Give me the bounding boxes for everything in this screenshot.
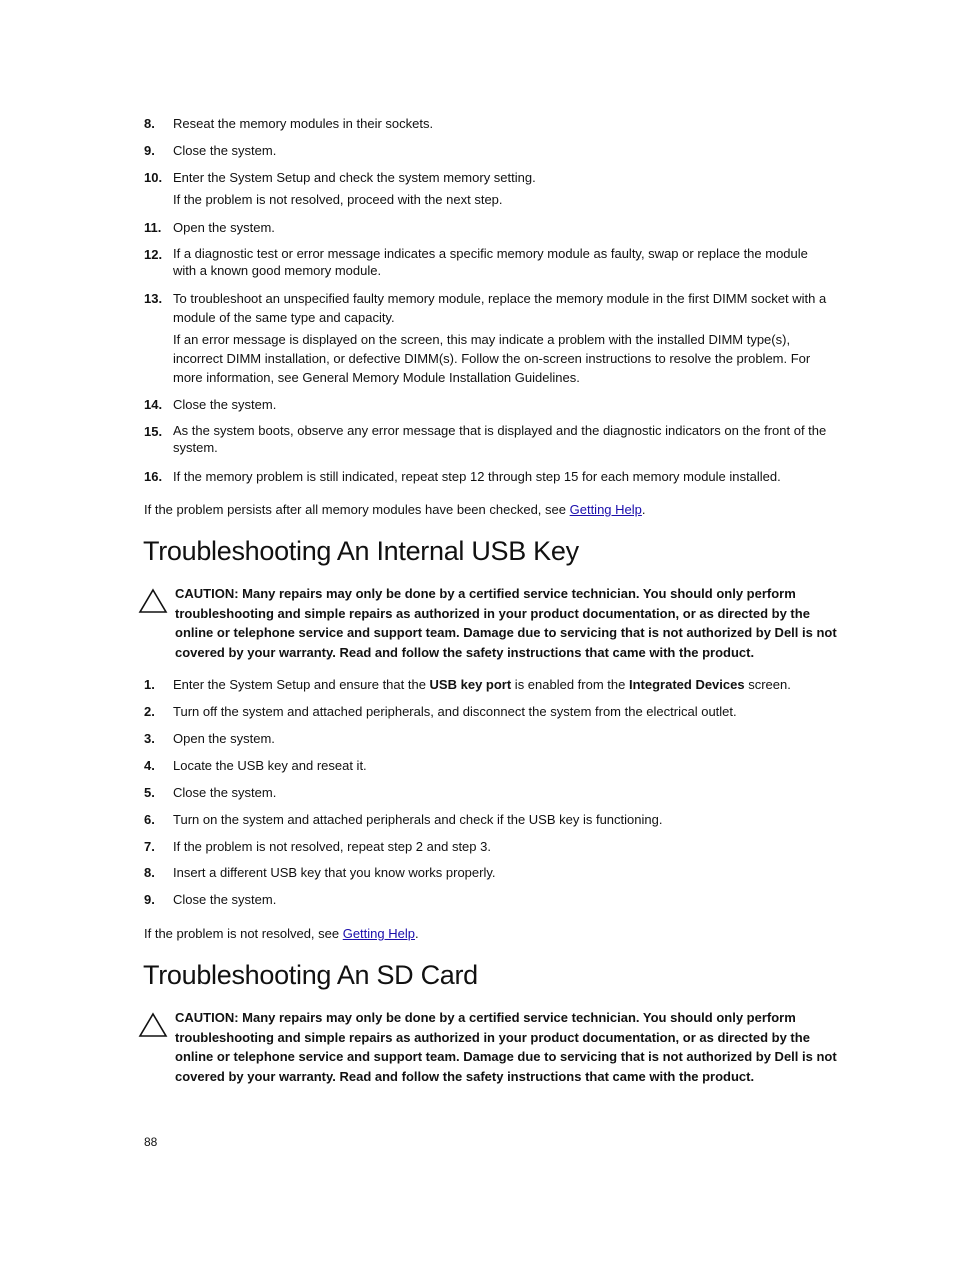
step-number: 13. (144, 291, 163, 306)
usb-section-heading: Troubleshooting An Internal USB Key (143, 536, 579, 566)
memory-outro (144, 500, 834, 519)
step-subtext: If an error message is displayed on the screen, this may indicate a problem with the installed DIMM type(s), incorrect DIMM installation, or defective DIMM(s). Follow the on-screen instructions to resolve the problem. For more information, see General Memory Module Installation Guidelines. (173, 332, 811, 385)
caution-block (138, 584, 838, 662)
usb-outro (144, 924, 834, 943)
caution-text: CAUTION: Many repairs may only be done by a certified service technician. You should only perform troubleshooting and simple repairs as authorized in your product documentation, or as directed by the online or telephone service and support team. Damage due to servicing that is not authorized by Dell is not covered by your warranty. Read and follow the safety instructions that came with the product. (175, 1010, 837, 1084)
step-number: 8. (144, 116, 155, 131)
list-item (144, 783, 834, 802)
step-text: Close the system. (173, 143, 277, 158)
list-item (144, 289, 834, 387)
list-item (144, 422, 834, 456)
step-number: 2. (144, 704, 155, 719)
outro-text: If the problem is not resolved, see (144, 926, 343, 941)
caution-block (138, 1008, 838, 1086)
list-item (144, 168, 834, 209)
step-text: If the memory problem is still indicated, repeat step 12 through step 15 for each memory module installed. (173, 469, 781, 484)
step-text-part: screen. (744, 677, 791, 692)
step-text: As the system boots, observe any error message that is displayed and the diagnostic indicators on the front of the system. (173, 423, 827, 455)
caution-triangle-icon (138, 1012, 168, 1038)
list-item (144, 729, 834, 748)
step-text-part: Enter the System Setup and ensure that the (173, 677, 430, 692)
list-item (144, 245, 834, 279)
step-number: 16. (144, 469, 163, 484)
list-item (144, 810, 834, 829)
step-number: 5. (144, 785, 155, 800)
step-number: 14. (144, 397, 163, 412)
step-text: Enter the System Setup and check the system memory setting. (173, 170, 536, 185)
sd-section-heading: Troubleshooting An SD Card (143, 960, 478, 990)
getting-help-link[interactable]: Getting Help (342, 926, 415, 941)
step-number: 4. (144, 758, 155, 773)
list-item (144, 395, 834, 414)
step-text: If the problem is not resolved, repeat step 2 and step 3. (173, 839, 491, 854)
caution-triangle-icon (138, 588, 168, 614)
list-item (144, 218, 834, 237)
list-item (144, 467, 834, 486)
list-item (144, 702, 834, 721)
step-text: Open the system. (173, 731, 275, 746)
step-number: 9. (144, 143, 155, 158)
step-number: 1. (144, 677, 155, 692)
getting-help-link[interactable]: Getting Help (569, 502, 642, 517)
step-number: 10. (144, 170, 163, 185)
step-number: 11. (144, 220, 162, 235)
step-number: 12. (144, 247, 163, 262)
list-item (144, 890, 834, 909)
step-text: Turn on the system and attached peripherals and check if the USB key is functioning. (173, 812, 663, 827)
ui-term-integrated-devices: Integrated Devices (628, 677, 745, 692)
outro-period: . (641, 502, 646, 517)
step-number: 3. (144, 731, 155, 746)
list-item (144, 114, 834, 133)
step-text (173, 675, 834, 694)
step-text: Locate the USB key and reseat it. (173, 758, 367, 773)
step-text: To troubleshoot an unspecified faulty memory module, replace the memory module in the first DIMM socket with a module of the same type and capacity. (173, 291, 827, 325)
step-text: Close the system. (173, 892, 277, 907)
step-text: Close the system. (173, 785, 277, 800)
step-text: Insert a different USB key that you know works properly. (173, 865, 496, 880)
step-text: Turn off the system and attached peripherals, and disconnect the system from the electrical outlet. (173, 704, 737, 719)
step-number: 8. (144, 865, 155, 880)
step-number: 9. (144, 892, 155, 907)
list-item (144, 863, 834, 882)
step-text: If a diagnostic test or error message indicates a specific memory module as faulty, swap or replace the module with a known good memory module. (173, 246, 808, 278)
step-text: Close the system. (173, 397, 277, 412)
step-text-part: is enabled from the (511, 677, 629, 692)
list-item (144, 141, 834, 160)
outro-period: . (414, 926, 419, 941)
list-item (144, 837, 834, 856)
list-item (144, 756, 834, 775)
step-text: Open the system. (173, 220, 275, 235)
page-number: 88 (144, 1135, 158, 1149)
outro-text: If the problem persists after all memory modules have been checked, see (144, 502, 570, 517)
ui-term-usb-key-port: USB key port (429, 677, 512, 692)
step-text: Reseat the memory modules in their sockets. (173, 116, 434, 131)
step-number: 6. (144, 812, 155, 827)
caution-text: CAUTION: Many repairs may only be done by a certified service technician. You should only perform troubleshooting and simple repairs as authorized in your product documentation, or as directed by the online or telephone service and support team. Damage due to servicing that is not authorized by Dell is not covered by your warranty. Read and follow the safety instructions that came with the product. (175, 586, 837, 660)
step-number: 15. (144, 424, 163, 439)
list-item (144, 675, 834, 694)
step-number: 7. (144, 839, 155, 854)
step-subtext: If the problem is not resolved, proceed with the next step. (173, 192, 503, 207)
